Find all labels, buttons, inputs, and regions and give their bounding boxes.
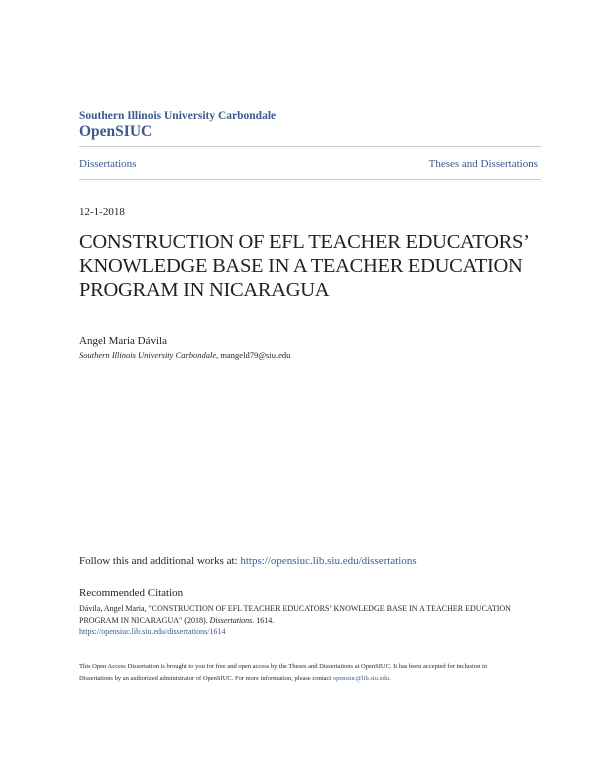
affiliation-institution: Southern Illinois University Carbondale — [79, 350, 217, 360]
dissertations-collection-link[interactable]: https://opensiuc.lib.siu.edu/dissertations — [240, 555, 417, 567]
open-access-notice — [79, 661, 519, 684]
citation-body: Dávila, Angel Maria, "CONSTRUCTION OF EFL TEACHER EDUCATORS’ KNOWLEDGE BASE IN A TEACHER EDUCATION PROGRAM IN NICARAGUA" (2018). — [79, 604, 511, 625]
recommended-citation-heading: Recommended Citation — [79, 587, 184, 599]
author-affiliation — [79, 350, 290, 360]
contact-email-link[interactable]: opensiuc@lib.siu.edu — [332, 674, 389, 682]
follow-text: Follow this and additional works at: — [79, 555, 241, 567]
header-divider-bottom — [79, 179, 541, 180]
dissertations-link[interactable]: Dissertations — [79, 158, 137, 170]
citation-link[interactable]: https://opensiuc.lib.siu.edu/dissertations/1614 — [79, 627, 226, 636]
citation-series: Dissertations — [209, 615, 253, 625]
paper-title: CONSTRUCTION OF EFL TEACHER EDUCATORS’ KNOWLEDGE BASE IN A TEACHER EDUCATION PROGRAM IN NICARAGUA — [79, 231, 529, 301]
repository-name: OpenSIUC — [79, 123, 153, 140]
citation-number: . 1614. — [252, 615, 275, 625]
publication-date: 12-1-2018 — [79, 206, 125, 218]
author-name: Angel Maria Dávila — [79, 335, 167, 347]
recommended-citation-text — [79, 603, 519, 638]
follow-line — [79, 555, 417, 567]
notice-end: . — [389, 674, 391, 682]
header-divider-top — [79, 146, 541, 147]
institution-name: Southern Illinois University Carbondale — [79, 110, 277, 122]
theses-and-dissertations-link[interactable]: Theses and Dissertations — [428, 158, 538, 170]
author-email: , mangeld79@siu.edu — [216, 350, 291, 360]
notice-text: This Open Access Dissertation is brought to you for free and open access by the Theses and Dissertations at OpenSIUC. It has been accepted for inclusion in Dissertations by an authorized administrator of OpenSIUC. For more information, please contact — [79, 663, 488, 682]
